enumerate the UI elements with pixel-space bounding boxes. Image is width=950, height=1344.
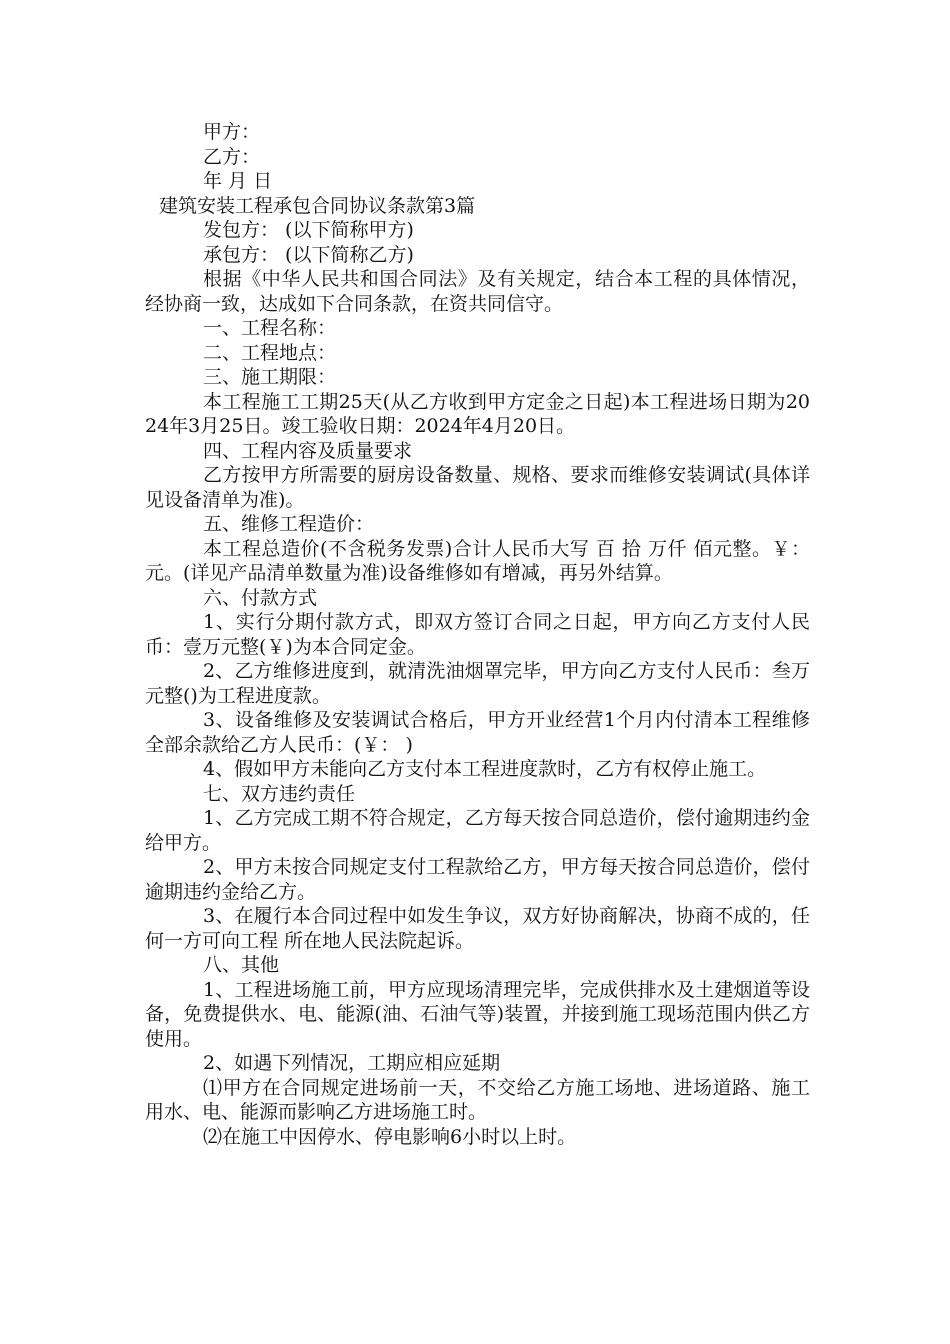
contract-paragraph: 3、设备维修及安装调试合格后，甲方开业经营1个月内付清本工程维修全部余款给乙方人民币：(￥： ) bbox=[145, 709, 810, 756]
contract-paragraph: 本工程施工工期25天(从乙方收到甲方定金之日起)本工程进场日期为2024年3月25日。竣工验收日期：2024年4月20日。 bbox=[145, 390, 810, 437]
contract-paragraph: 2、甲方未按合同规定支付工程款给乙方，甲方每天按合同总造价，偿付逾期违约金给乙方。 bbox=[145, 856, 810, 903]
contract-paragraph: 1、实行分期付款方式，即双方签订合同之日起，甲方向乙方支付人民币：壹万元整(￥)为本合同定金。 bbox=[145, 611, 810, 658]
contract-paragraph: 二、工程地点： bbox=[203, 341, 337, 364]
document-body bbox=[145, 120, 810, 1149]
contract-paragraph: 2、乙方维修进度到，就清洗油烟罩完毕，甲方向乙方支付人民币：叁万元整()为工程进度款。 bbox=[145, 660, 810, 707]
section-title: 建筑安装工程承包合同协议条款第3篇 bbox=[159, 194, 476, 217]
contract-paragraph: 八、其他 bbox=[203, 954, 280, 976]
contract-paragraph: 三、施工期限： bbox=[203, 366, 337, 388]
contract-paragraph: 六、付款方式 bbox=[203, 586, 318, 609]
contract-paragraph: 乙方： bbox=[203, 145, 261, 168]
contract-paragraph: 发包方： (以下简称甲方) bbox=[203, 219, 414, 241]
contract-paragraph: ⑵在施工中因停水、停电影响6小时以上时。 bbox=[203, 1125, 577, 1148]
contract-paragraph: 四、工程内容及质量要求 bbox=[203, 439, 413, 462]
contract-paragraph: 本工程总造价(不含税务发票)合计人民币大写 百 拾 万仟 佰元整。￥： 元。(详见产品清单数量为准)设备维修如有增减，再另外结算。 bbox=[145, 537, 810, 584]
contract-paragraph: 1、乙方完成工期不符合规定，乙方每天按合同总造价，偿付逾期违约金给甲方。 bbox=[145, 807, 810, 854]
contract-paragraph: 4、假如甲方未能向乙方支付本工程进度款时，乙方有权停止施工。 bbox=[203, 758, 767, 780]
contract-paragraph: 2、如遇下列情况，工期应相应延期 bbox=[203, 1052, 501, 1074]
contract-paragraph: 七、双方违约责任 bbox=[203, 782, 356, 805]
contract-paragraph: 乙方按甲方所需要的厨房设备数量、规格、要求而维修安装调试(具体详见设备清单为准)。 bbox=[145, 464, 810, 511]
contract-paragraph: 五、维修工程造价： bbox=[203, 513, 375, 535]
contract-paragraph: 承包方： (以下简称乙方) bbox=[203, 243, 414, 266]
contract-paragraph: 一、工程名称： bbox=[203, 317, 337, 339]
contract-paragraph: 年 月 日 bbox=[203, 170, 273, 192]
contract-paragraph: ⑴甲方在合同规定进场前一天，不交给乙方施工场地、进场道路、施工用水、电、能源而影响乙方进场施工时。 bbox=[145, 1076, 810, 1123]
contract-paragraph: 1、工程进场施工前，甲方应现场清理完毕，完成供排水及土建烟道等设备，免费提供水、电、能源(油、石油气等)装置，并接到施工现场范围内供乙方使用。 bbox=[145, 978, 810, 1050]
contract-paragraph: 根据《中华人民共和国合同法》及有关规定，结合本工程的具体情况，经协商一致，达成如下合同条款，在资共同信守。 bbox=[145, 268, 810, 315]
contract-paragraph: 3、在履行本合同过程中如发生争议，双方好协商解决，协商不成的，任何一方可向工程 所在地人民法院起诉。 bbox=[145, 905, 810, 952]
contract-paragraph: 甲方： bbox=[203, 121, 261, 143]
